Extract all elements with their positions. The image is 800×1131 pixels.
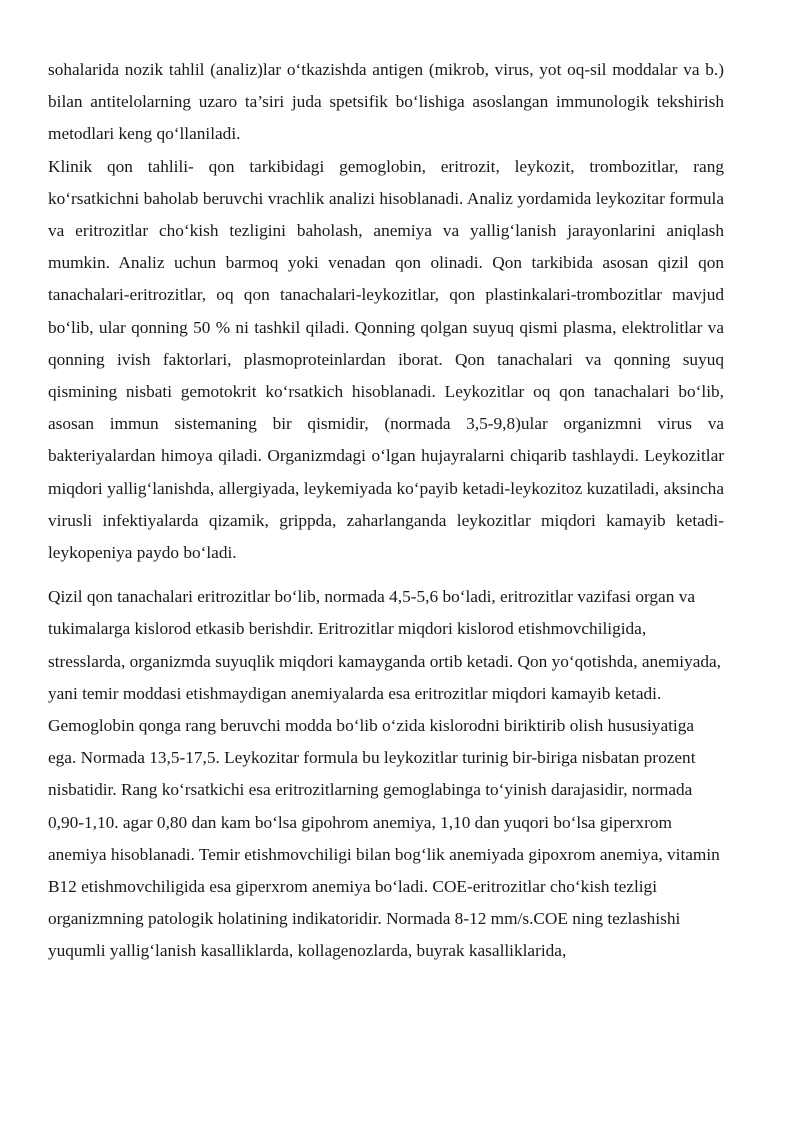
paragraph-qizil-qon: Qizil qon tanachalari eritrozitlar bo‘lib, normada 4,5-5,6 bo‘ladi, eritrozitlar vazifasi organ va tukimalarga kislorod etkasib berishdir. Eritrozitlar miqdori kislorod etishmovchiligida, stresslarda, organizmda suyuqlik miqdori kamayganda ortib ketadi. Qon yo‘qotishda, anemiyada, yani temir moddasi etishmaydigan anemiyalarda esa eritrozitlar miqdori kamayib ketadi. Gemoglobin qonga rang beruvchi modda bo‘lib o‘zida kislorodni biriktirib olish hususiyatiga ega. Normada 13,5-17,5. Leykozitar formula bu leykozitlar turinig bir-biriga nisbatan prozent nisbatidir. Rang ko‘rsatkichi esa eritrozitlarning gemoglabinga to‘yinish darajasidir, normada 0,90-1,10. agar 0,80 dan kam bo‘lsa gipohrom anemiya, 1,10 dan yuqori bo‘lsa giperxrom anemiya hisoblanadi. Temir etishmovchiligi bilan bog‘lik anemiyada gipoxrom anemiya, vitamin B12 etishmovchiligida esa giperxrom anemiya bo‘ladi. COE-eritrozitlar cho‘kish tezligi organizmning patologik holatining indikatoridir. Normada 8-12 mm/s.COE ning tezlashishi yuqumli yallig‘lanish kasalliklarda, kollagenozlarda, buyrak kasalliklarida, [48, 587, 722, 961]
paragraph-intro: sohalarida nozik tahlil (analiz)lar o‘tkazishda antigen (mikrob, virus, yot oq-sil moddalar va b.) bilan antitelolarning uzaro ta’siri juda spetsifik bo‘lishiga asoslangan immunologik tekshirish metodlari keng qo‘llaniladi. [48, 60, 724, 144]
document-page [48, 54, 724, 968]
paragraph-klinik-qon-tahlili: Klinik qon tahlili- qon tarkibidagi gemoglobin, eritrozit, leykozit, trombozitlar, rang ko‘rsatkichni baholab beruvchi vrachlik analizi hisoblanadi. Analiz yordamida leykozitar formula va eritrozitlar cho‘kish tezligini baholash, anemiya va yallig‘lanish jarayonlarini aniqlash mumkin. Analiz uchun barmoq yoki venadan qon olinadi. Qon tarkibida asosan qizil qon tanachalari-eritrozitlar, oq qon tanachalari-leykozitlar, qon plastinkalari-trombozitlar mavjud bo‘lib, ular qonning 50 % ni tashkil qiladi. Qonning qolgan suyuq qismi plasma, elektrolitlar va qonning ivish faktorlari, plasmoproteinlardan iborat. Qon tanachalari va qonning suyuq qismining nisbati gemotokrit ko‘rsatkich hisoblanadi. Leykozitlar oq qon tanachalari bo‘lib, asosan immun sistemaning bir qismidir, (normada 3,5-9,8)ular organizmni virus va bakteriyalardan himoya qiladi. Organizmdagi o‘lgan hujayralarni chiqarib tashlaydi. Leykozitlar miqdori yallig‘lanishda, allergiyada, leykemiyada ko‘payib ketadi-leykozitoz kuzatiladi, aksincha virusli infektiyalarda qizamik, grippda, zaharlanganda leykozitlar miqdori kamayib ketadi-leykopeniya paydo bo‘ladi. [48, 156, 724, 563]
